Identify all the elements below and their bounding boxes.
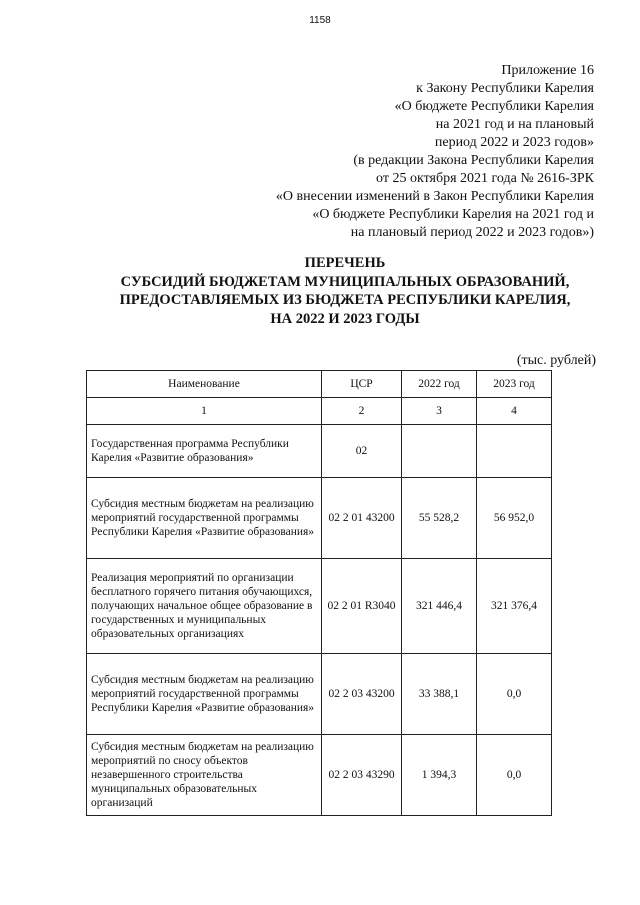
table-row [87,559,552,654]
row-2023: 0,0 [477,735,552,816]
header-csr: ЦСР [322,371,402,398]
row-name: Государственная программа Республики Карелия «Развитие образования» [87,425,322,478]
row-csr: 02 [322,425,402,478]
subsidies-table [86,370,552,816]
column-number: 1 [87,398,322,425]
units-label: (тыс. рублей) [516,353,596,368]
table-row [87,735,552,816]
appendix-line: к Закону Республики Карелия [416,81,594,96]
table-row [87,654,552,735]
title-line: ПЕРЕЧЕНЬ [304,255,386,271]
appendix-line: «О внесении изменений в Закон Республики Карелия [275,189,594,204]
appendix-line: на 2021 год и на плановый [435,117,594,132]
appendix-block [174,62,594,242]
title-line: НА 2022 И 2023 ГОДЫ [270,310,420,327]
row-2023 [477,425,552,478]
appendix-line: от 25 октября 2021 года № 2616-ЗРК [376,171,594,186]
appendix-line: период 2022 и 2023 годов» [434,135,594,150]
row-2023: 0,0 [477,654,552,735]
table-header-row [87,371,552,398]
row-name: Реализация мероприятий по организации бесплатного горячего питания обучающихся, получающих начальное общее образование в государственных и муниципальных образовательных организациях [87,559,322,654]
row-csr: 02 2 03 43200 [322,654,402,735]
header-2023: 2023 год [477,371,552,398]
row-name: Субсидия местным бюджетам на реализацию мероприятий государственной программы Республики Карелия «Развитие образования» [87,654,322,735]
column-number: 3 [402,398,477,425]
row-2022 [402,425,477,478]
title-line: ПРЕДОСТАВЛЯЕМЫХ ИЗ БЮДЖЕТА РЕСПУБЛИКИ КАРЕЛИЯ, [119,292,571,308]
header-name: Наименование [87,371,322,398]
row-2022: 33 388,1 [402,654,477,735]
row-csr: 02 2 01 43200 [322,478,402,559]
column-number-row [87,398,552,425]
page-number: 1158 [309,15,331,26]
document-title [0,254,640,328]
header-2022: 2022 год [402,371,477,398]
row-name: Субсидия местным бюджетам на реализацию мероприятий государственной программы Республики Карелия «Развитие образования» [87,478,322,559]
row-2022: 321 446,4 [402,559,477,654]
appendix-line: (в редакции Закона Республики Карелия [353,153,594,168]
row-csr: 02 2 03 43290 [322,735,402,816]
row-2022: 55 528,2 [402,478,477,559]
appendix-line: на плановый период 2022 и 2023 годов») [350,225,594,240]
table-row [87,425,552,478]
row-name: Субсидия местным бюджетам на реализацию мероприятий по сносу объектов незавершенного строительства муниципальных образовательных организаций [87,735,322,816]
row-2023: 56 952,0 [477,478,552,559]
appendix-line: Приложение 16 [501,63,594,78]
row-2022: 1 394,3 [402,735,477,816]
appendix-line: «О бюджете Республики Карелия на 2021 год и [312,207,594,222]
row-csr: 02 2 01 R3040 [322,559,402,654]
column-number: 4 [477,398,552,425]
column-number: 2 [322,398,402,425]
title-line: СУБСИДИЙ БЮДЖЕТАМ МУНИЦИПАЛЬНЫХ ОБРАЗОВАНИЙ, [120,273,570,290]
row-2023: 321 376,4 [477,559,552,654]
appendix-line: «О бюджете Республики Карелия [394,99,594,114]
table-row [87,478,552,559]
